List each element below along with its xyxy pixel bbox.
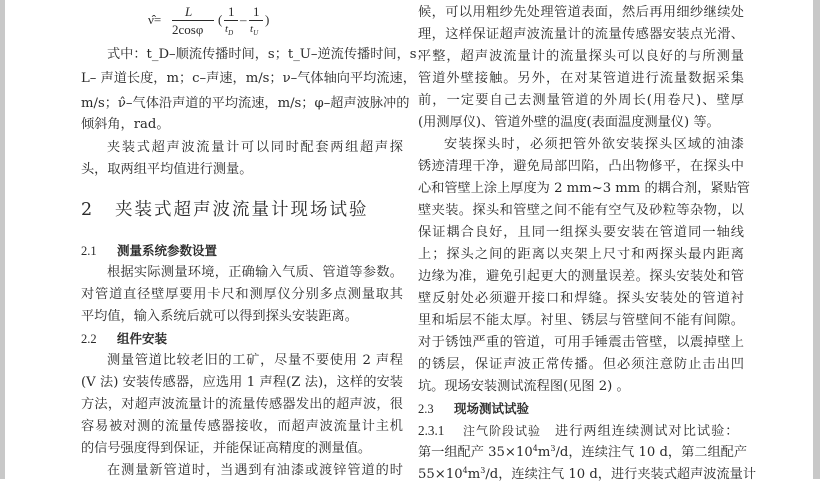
- text-line: [418, 466, 757, 483]
- text-line: 在测量新管道时，当遇到有油漆或渡锌管道的时: [107, 463, 403, 478]
- subsubsection-text: 进行两组连续测试对比试验：: [555, 424, 740, 439]
- text-line: m/s；ν̂–气体沿声道的平均流速，m/s；φ–超声波脉冲的: [81, 96, 410, 111]
- text-line: 保证耦合良好，且同一组探头要安装在管道同一轴线: [418, 225, 744, 240]
- text-line: 容易被对测的流量传感器接收，而超声波流量计主机: [81, 419, 403, 434]
- text-line: 壁夹装。探头和管壁之间不能有空气及砂粒等杂物，以: [418, 203, 744, 218]
- page-border-right: [813, 0, 820, 479]
- text-line: 平整，超声波流量计的流量探头可以良好的与所测量: [418, 49, 744, 64]
- text-line: 倾斜角，rad。: [81, 117, 170, 132]
- formula-f2-sub: U: [253, 29, 259, 38]
- text-segment: m: [467, 467, 481, 482]
- formula-lhs: ν̂=: [148, 12, 162, 27]
- text-line: 里和垢层不能太厚。衬里、锈层与管壁间不能有间隙。: [418, 313, 744, 328]
- formula-denominator: 2cosφ: [172, 22, 204, 37]
- velocity-formula: [148, 4, 348, 40]
- subsection-heading-2-3: [418, 401, 529, 417]
- formula-f2-num: 1: [253, 4, 260, 19]
- subsubsection-title: 注气阶段试验: [463, 424, 542, 438]
- subsection-number: 2.2: [81, 332, 97, 346]
- text-line: 对管道直径壁厚要用卡尺和测厚仪分别多点测量取其: [81, 287, 403, 302]
- text-line: 理，这样保证超声波流量计的流量传感器安装点光滑、: [418, 27, 744, 42]
- subsection-number: 2.3: [418, 402, 434, 416]
- text-line: 头，取两组平均值进行测量。: [81, 162, 253, 177]
- text-line: (用测厚仪)、管道外壁的温度(表面温度测量仪) 等。: [418, 115, 720, 130]
- text-segment: m: [537, 445, 551, 460]
- section-title: 夹装式超声波流量计现场试验: [115, 200, 369, 220]
- fraction-bar: [172, 20, 214, 21]
- text-line: 的信号强度得到保证，并能保证高精度的测量值。: [81, 441, 372, 456]
- text-segment: /d，连续注气 10 d，进行夹装式超声波流量计: [485, 467, 757, 482]
- text-line: 根据实际测量环境，正确输入气质、管道等参数。: [107, 265, 403, 280]
- formula-paren-open: (: [218, 12, 223, 27]
- formula-f1-sub: D: [228, 29, 234, 38]
- text-line: 前，一定要自己去测量管道的外周长(用卷尺)、壁厚: [418, 93, 744, 108]
- subsection-heading-2-2: [81, 331, 167, 347]
- text-line: [418, 444, 748, 461]
- superscript: 4: [532, 444, 538, 453]
- text-line: 式中：t_D–顺流传播时间，s；t_U–逆流传播时间，s；: [107, 47, 430, 62]
- text-line: 对于锈蚀严重的管道，可用手锤震击管壁，以震掉壁上: [418, 335, 744, 350]
- formula-paren-close: ): [265, 12, 270, 27]
- subsection-number: 2.1: [81, 244, 97, 258]
- formula-f1-num: 1: [228, 4, 235, 19]
- subsection-title: 组件安装: [117, 331, 168, 346]
- text-line: L– 声道长度，m；c–声速，m/s；ν–气体轴向平均流速，: [81, 71, 416, 86]
- superscript: 3: [550, 444, 556, 453]
- text-line: (V 法) 安装传感器，应选用 1 声程(Z 法)，这样的安装: [81, 375, 403, 390]
- text-line: 管道外壁接触。另外，在对某管道进行流量数据采集: [418, 71, 744, 86]
- text-line: 的锈层，保证声波正常传播。但必须注意防止击出凹: [418, 357, 744, 372]
- text-line: 方法，对超声波流量计的流量传感器发出的超声波，很: [81, 397, 403, 412]
- superscript: 3: [480, 466, 486, 475]
- formula-minus: –: [240, 12, 247, 27]
- subsection-title: 测量系统参数设置: [117, 243, 218, 258]
- fraction-bar: [224, 20, 238, 21]
- text-segment: /d，连续注气 10 d，第二组配产: [555, 445, 748, 460]
- page-border-left: [0, 0, 5, 479]
- text-line: 心和管壁上涂上厚度为 2 mm~3 mm 的耦合剂，紧贴管: [418, 181, 750, 196]
- text-segment: 第一组配产 35×10: [418, 445, 533, 460]
- text-line: 坑。现场安装测试流程图(见图 2) 。: [418, 379, 630, 394]
- text-line: 夹装式超声波流量计可以同时配套两组超声探: [107, 140, 403, 155]
- superscript: 4: [462, 466, 468, 475]
- text-line: 测量管道比较老旧的工矿，尽量不要使用 2 声程: [107, 353, 403, 368]
- text-line: 锈迹清理干净，避免局部凹陷，凸出物修平，在探头中: [418, 159, 744, 174]
- text-segment: 55×10: [418, 467, 463, 482]
- formula-numerator: L: [185, 4, 193, 19]
- text-line: 边缘为准，避免引起更大的测量误差。探头安装处和管: [418, 269, 744, 284]
- subsubsection-heading-2-3-1: [418, 423, 739, 439]
- subsubsection-number: 2.3.1: [418, 423, 445, 438]
- section-number: 2: [81, 200, 95, 220]
- section-heading-2: [81, 199, 369, 221]
- fraction-bar: [249, 20, 263, 21]
- formula-f1-den: t: [225, 23, 229, 35]
- text-line: 安装探头时，必须把管外欲安装探头区域的油漆: [444, 137, 744, 152]
- text-line: 壁反射处必须避开接口和焊缝。探头安装处的管道衬: [418, 291, 744, 306]
- subsection-title: 现场测试试验: [454, 401, 530, 416]
- subsection-heading-2-1: [81, 243, 217, 259]
- text-line: 上；探头之间的距离以夹架上尺寸和两探头最内距离: [418, 247, 744, 262]
- text-line: 候，可以用粗纱先处理管道表面，然后再用细纱继续处: [418, 5, 744, 20]
- formula-f2-den: t: [250, 23, 254, 35]
- text-line: 平均值，输入系统后就可以得到探头安装距离。: [81, 309, 358, 324]
